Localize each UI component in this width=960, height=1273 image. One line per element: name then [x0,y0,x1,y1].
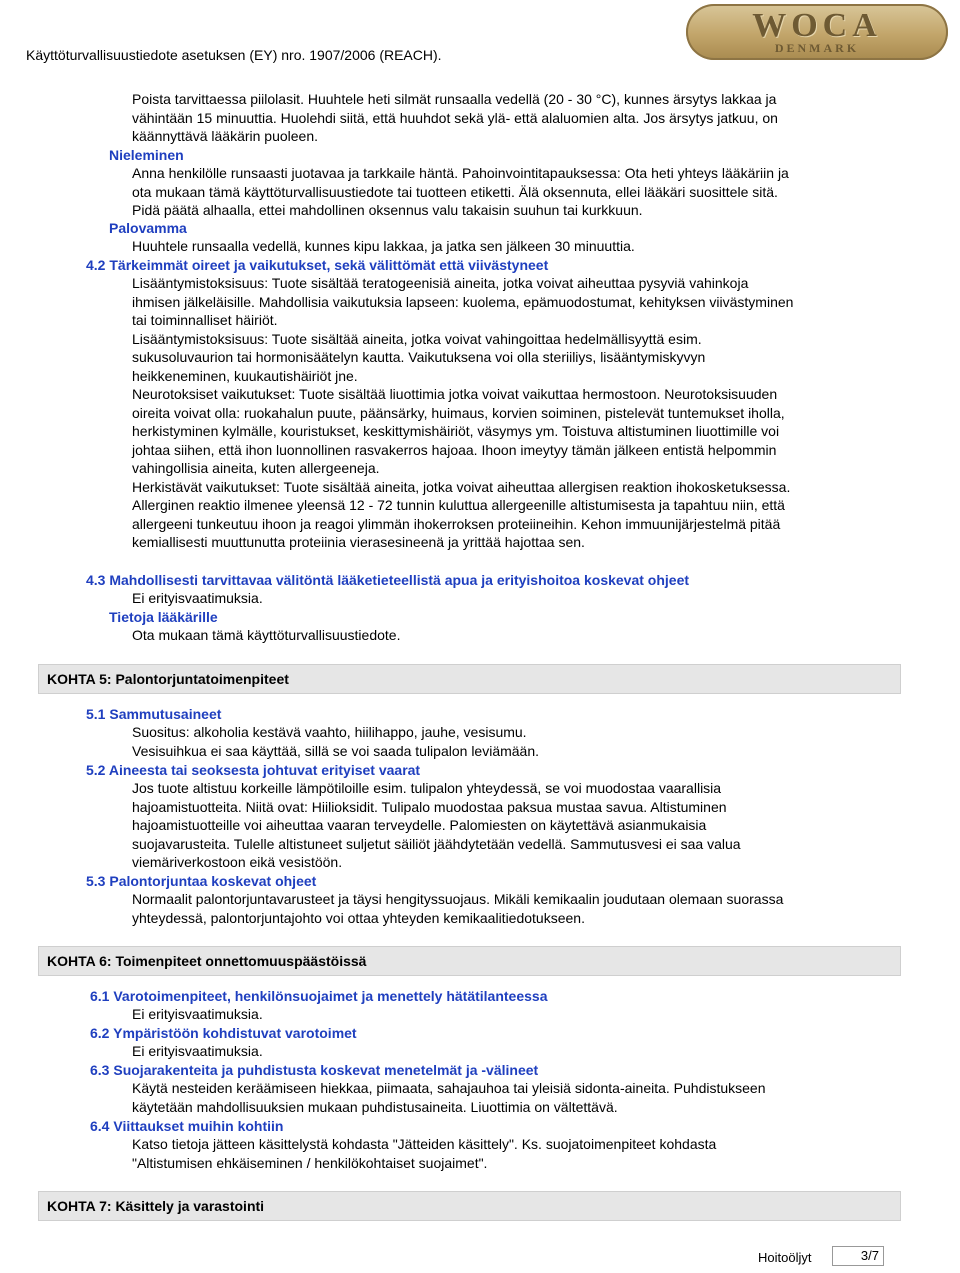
text-line: Jos tuote altistuu korkeille lämpötiloille esim. tulipalon yhteydessä, se voi muodostaa vaarallisia [132,780,722,796]
section-title: Ympäristöön kohdistuvat varotoimet [113,1025,357,1041]
section-title: Aineesta tai seoksesta johtuvat erityiset vaarat [108,762,421,778]
text-line: vähintään 15 minuuttia. Huolehdi siitä, että huuhdot sekä ylä- että alaluomien alta. Jos ärsytys jatkuu, on [132,109,778,126]
section-4-1-eye-text [132,90,922,146]
section-6-2-text: Ei erityisvaatimuksia. [132,1043,263,1059]
text-line: Neurotoksiset vaikutukset: Tuote sisältää liuottimia jotka voivat vaikuttaa hermostoon. Neurotoksisuuden [132,386,778,402]
burn-heading: Palovamma [109,220,187,236]
logo-subtitle: DENMARK [774,41,860,55]
section-4-2-text [132,274,922,552]
section-number: 6.4 [90,1118,110,1134]
burn-text [132,237,922,256]
text-line: Suositus: alkoholia kestävä vaahto, hiilihappo, jauhe, vesisumu. [132,724,527,740]
section-title: Varotoimenpiteet, henkilönsuojaimet ja menettely hätätilanteessa [113,988,548,1004]
section-6-1-heading [90,987,548,1006]
section-7-header: KOHTA 7: Käsittely ja varastointi [38,1191,901,1221]
text-line: "Altistumisen ehkäiseminen / henkilökohtaiset suojaimet". [132,1154,488,1171]
text-line: ota mukaan tämä käyttöturvallisuustiedote tai tuotteen etiketti. Älä oksennuta, ellei lääkäri suosittele sitä. [132,183,778,200]
section-number: 6.3 [90,1062,110,1078]
text-line: herkistyminen kylmälle, kouristukset, keskittymishäiriöt, väsymys ym. Toistuva altistuminen liuottimille voi [132,423,780,439]
section-6-1-text: Ei erityisvaatimuksia. [132,1006,263,1022]
text-line: sukusoluvaurion tai hormonisäätelyn kautta. Vaikutuksena voi olla steriiliys, lisääntymiskyvyn [132,349,706,365]
text-line: tai toiminnalliset häiriöt. [132,312,278,328]
section-6-header: KOHTA 6: Toimenpiteet onnettomuuspäästöissä [38,946,901,976]
section-5-3-text [132,890,922,927]
section-6-2-heading [90,1024,357,1043]
text-line: Huuhtele runsaalla vedellä, kunnes kipu lakkaa, ja jatka sen jälkeen 30 minuuttia. [132,238,635,254]
text-line: käytetään mahdollisuuksien mukaan puhdistusaineita. Liuottimia on vältettävä. [132,1098,618,1115]
section-title: Palontorjuntaa koskevat ohjeet [109,873,317,889]
text-line: Lisääntymistoksisuus: Tuote sisältää teratogeenisiä aineita, jotka voivat aiheuttaa pysyviä vahinkoja [132,275,749,291]
text-line: käännyttävä lääkärin puoleen. [132,128,319,144]
text-line: Katso tietoja jätteen käsittelystä kohdasta "Jätteiden käsittely". Ks. suojatoimenpiteet kohdasta [132,1136,717,1152]
section-title: Suojarakenteita ja puhdistusta koskevat menetelmät ja -välineet [113,1062,539,1078]
section-number: 6.1 [90,988,110,1004]
text-line: ihmisen jälkeläisille. Mahdollisia vaikutuksia lapseen: kuolema, epämuodostumat, kehityksen viivästyminen [132,293,794,310]
text-line: suojavarusteita. Tulelle altistuneet suljetut säiliöt jäähdytetään vedellä. Sammutusvesi ei saa valua [132,835,741,852]
text-line: johtaa siihen, että ihon luonnollinen rasvakerros hajoaa. Ihoon imeytyy tämän jälkeen entistä helpommin [132,441,777,458]
text-line: Vesisuihkua ei saa käyttää, sillä se voi saada tulipalon leviämään. [132,742,540,759]
section-4-2-heading [86,256,548,275]
logo-wordmark: WOCA [752,7,882,44]
text-line: allergeeni tunkeutuu ihoon ja reagoi ylimmän ihokerroksen proteiineihin. Kehon immuunijärjestelmä pitää [132,515,781,532]
section-number: 5.2 [86,762,106,778]
section-5-2-heading [86,761,420,780]
text-line: viemäriverkostoon eikä vesistöön. [132,854,343,870]
section-6-3-heading [90,1061,538,1080]
section-5-1-text [132,723,922,760]
ingestion-text [132,164,922,220]
section-6-4-heading [90,1117,283,1136]
section-4-3-heading [86,571,689,590]
section-number: 5.1 [86,706,106,722]
section-number: 6.2 [90,1025,110,1041]
woca-denmark-logo [686,4,948,60]
section-title: Sammutusaineet [109,706,222,722]
section-title: Mahdollisesti tarvittavaa välitöntä lääketieteellistä apua ja erityishoitoa koskevat ohjeet [109,572,690,588]
text-line: Pidä päätä alhaalla, ettei mahdollinen oksennus valu takaisin suuhun tai kurkkuun. [132,202,643,218]
ingestion-heading: Nieleminen [109,147,184,163]
text-line: Allerginen reaktio ilmenee yleensä 12 - 72 tunnin kuluttua allergeenille altistumisesta ja tapahtuu niin, että [132,497,785,513]
section-title: Tärkeimmät oireet ja vaikutukset, sekä välittömät että viivästyneet [109,257,549,273]
footer-product-name: Hoitoöljyt [758,1250,812,1265]
text-line: Lisääntymistoksisuus: Tuote sisältää aineita, jotka voivat vahingoittaa hedelmällisyyttä esim. [132,330,702,347]
section-6-4-text [132,1135,922,1172]
document-header-title: Käyttöturvallisuustiedote asetuksen (EY) nro. 1907/2006 (REACH). [26,47,442,63]
section-5-header: KOHTA 5: Palontorjuntatoimenpiteet [38,664,901,694]
text-line: hajoamistuotteille voi aiheuttaa vaaran terveydelle. Palomiesten on käytettävä asianmukaisia [132,817,707,833]
section-5-3-heading [86,872,316,891]
section-number: 4.2 [86,257,106,273]
text-line: Herkistävät vaikutukset: Tuote sisältää aineita, jotka voivat aiheuttaa allergisen reaktion ihokosketuksessa. [132,478,791,495]
section-number: 5.3 [86,873,106,889]
section-number: 4.3 [86,572,106,588]
text-line: oireita voivat olla: ruokahalun puute, päänsärky, huimaus, korvien soiminen, pistelevät tuntemukset iholla, [132,404,785,421]
page-number: 3/7 [832,1246,884,1266]
text-line: yhteydessä, palontorjuntajohto voi ottaa yhteyden kemikaalitiedotukseen. [132,909,585,926]
text-line: heikkeneminen, kuukautishäiriöt jne. [132,367,358,384]
text-line: hajoamistuotteita. Niitä ovat: Hiilioksidit. Tulipalo muodostaa paksua mustaa savua. Altistuminen [132,798,727,815]
section-title: Viittaukset muihin kohtiin [113,1118,284,1134]
text-line: Poista tarvittaessa piilolasit. Huuhtele heti silmät runsaalla vedellä (20 - 30 °C), kunnes ärsytys lakkaa ja [132,91,777,107]
section-6-3-text [132,1079,922,1116]
text-line: Anna henkilölle runsaasti juotavaa ja tarkkaile häntä. Pahoinvointitapauksessa: Ota heti yhteys lääkäriin ja [132,165,789,181]
section-5-2-text [132,779,922,872]
section-4-3-text: Ei erityisvaatimuksia. [132,590,263,606]
text-line: vahingollisia aineita, kuten allergeeneja. [132,460,380,476]
text-line: Käytä nesteiden keräämiseen hiekkaa, piimaata, sahajauhoa tai yleisiä sidonta-aineita. Puhdistukseen [132,1080,766,1096]
physician-info-text: Ota mukaan tämä käyttöturvallisuustiedote. [132,627,401,643]
physician-info-heading: Tietoja lääkärille [109,609,218,625]
text-line: kemiallisesti muuttunutta proteiinia vierasesineenä ja yrittää hajottaa sen. [132,534,585,550]
text-line: Normaalit palontorjuntavarusteet ja täysi hengityssuojaus. Mikäli kemikaalin joudutaan olemaan suorassa [132,891,784,907]
section-5-1-heading [86,705,221,724]
